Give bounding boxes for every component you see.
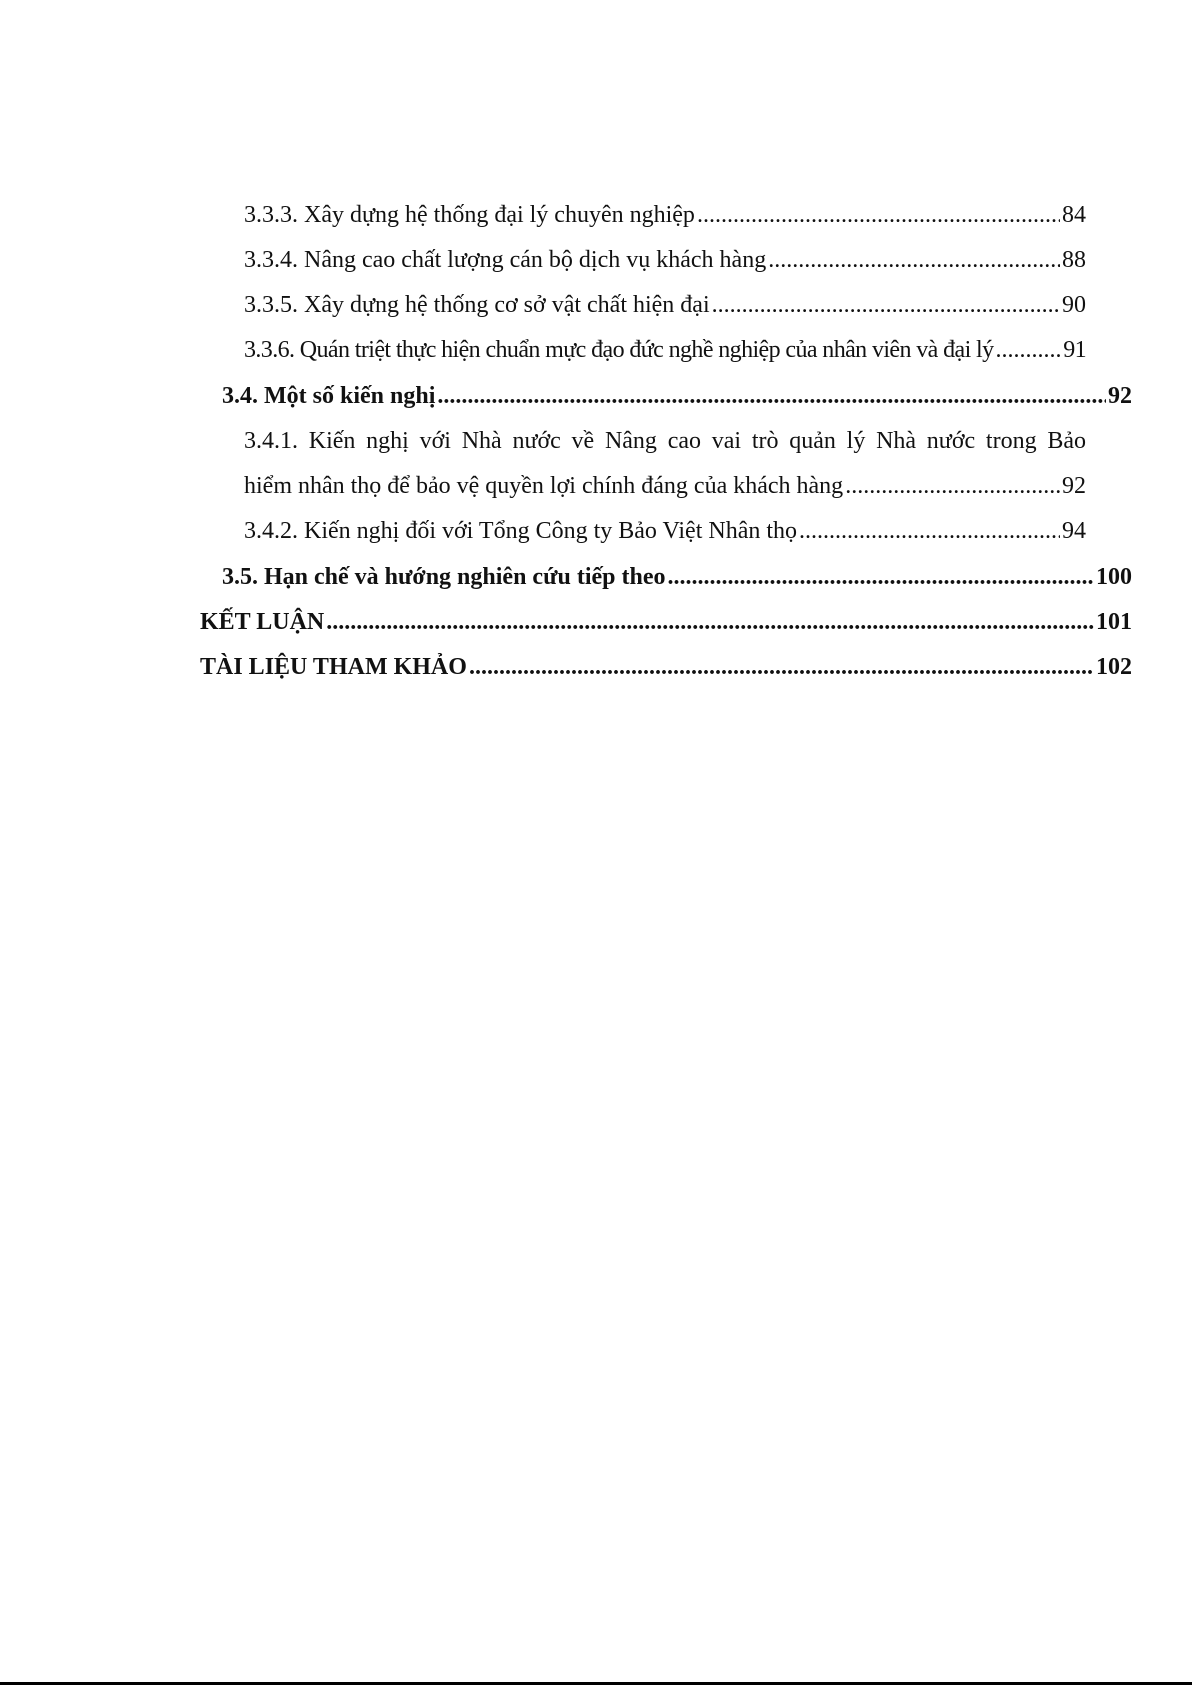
toc-entry-ket-luan[interactable] <box>200 607 1132 637</box>
toc-entry-label: 3.4. Một số kiến nghị <box>222 383 436 409</box>
toc-page-number: 94 <box>1062 518 1086 544</box>
toc-entry-3-4-2[interactable] <box>244 516 1086 546</box>
toc-page-number: 101 <box>1096 609 1132 635</box>
toc-entry-label: 3.3.4. Nâng cao chất lượng cán bộ dịch vụ khách hàng <box>244 247 767 273</box>
toc-entry-label: KẾT LUẬN <box>200 609 325 635</box>
toc-page-number: 92 <box>1108 383 1132 409</box>
dot-leader <box>768 245 1060 275</box>
toc-entry-3-4[interactable] <box>222 381 1132 411</box>
toc-entry-tai-lieu-tham-khao[interactable] <box>200 652 1132 682</box>
dot-leader <box>326 607 1094 637</box>
dot-leader <box>712 290 1060 320</box>
dot-leader <box>667 562 1094 592</box>
dot-leader <box>799 516 1060 546</box>
toc-entry-label: TÀI LIỆU THAM KHẢO <box>200 654 467 680</box>
toc-entry-label: 3.3.3. Xây dựng hệ thống đại lý chuyên nghiệp <box>244 202 695 228</box>
toc-page-number: 92 <box>1062 473 1086 499</box>
toc-entry-3-3-5[interactable] <box>244 290 1086 320</box>
toc-page-number: 102 <box>1096 654 1132 680</box>
toc-entry-3-4-1-line1[interactable]: 3.4.1. Kiến nghị với Nhà nước về Nâng cao vai trò quản lý Nhà nước trong Bảo <box>244 428 1086 454</box>
toc-entry-label: hiểm nhân thọ để bảo vệ quyền lợi chính đáng của khách hàng <box>244 473 844 499</box>
toc-page-number: 88 <box>1062 247 1086 273</box>
toc-entry-3-3-4[interactable] <box>244 245 1086 275</box>
dot-leader <box>845 471 1060 501</box>
toc-page-number: 91 <box>1063 337 1086 363</box>
toc-entry-label: 3.5. Hạn chế và hướng nghiên cứu tiếp theo <box>222 564 666 590</box>
toc-page-number: 100 <box>1096 564 1132 590</box>
dot-leader <box>996 335 1062 365</box>
toc-entry-3-4-1-line2[interactable] <box>244 471 1086 501</box>
dot-leader <box>697 200 1060 230</box>
toc-page-number: 90 <box>1062 292 1086 318</box>
toc-page-number: 84 <box>1062 202 1086 228</box>
toc-entry-label: 3.3.6. Quán triệt thực hiện chuẩn mực đạo đức nghề nghiệp của nhân viên và đại lý <box>244 337 994 363</box>
toc-entry-3-3-6[interactable] <box>244 335 1086 365</box>
toc-entry-3-3-3[interactable] <box>244 200 1086 230</box>
dot-leader <box>437 381 1106 411</box>
toc-entry-3-5[interactable] <box>222 562 1132 592</box>
dot-leader <box>469 652 1094 682</box>
toc-entry-label: 3.4.2. Kiến nghị đối với Tổng Công ty Bảo Việt Nhân thọ <box>244 518 798 544</box>
toc-entry-label: 3.3.5. Xây dựng hệ thống cơ sở vật chất hiện đại <box>244 292 710 318</box>
